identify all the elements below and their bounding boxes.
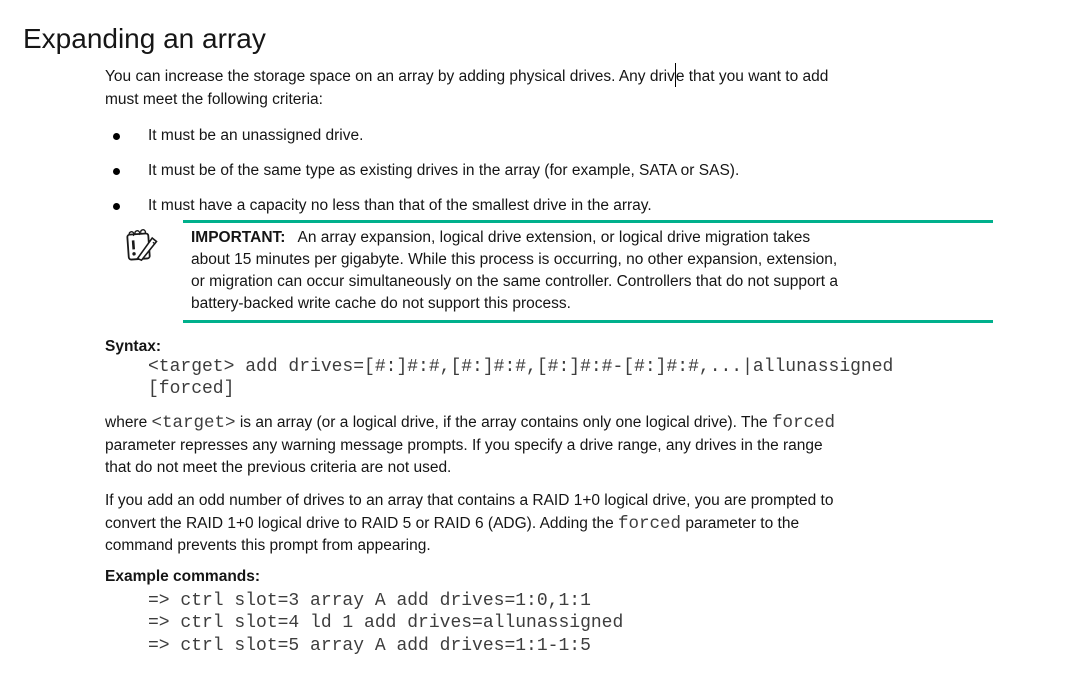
inline-code-forced: forced <box>618 513 682 534</box>
example-command-line: => ctrl slot=5 array A add drives=1:1-1:5 <box>148 635 591 656</box>
list-item <box>113 160 739 183</box>
important-note-icon <box>121 226 165 266</box>
syntax-code-line-2: [forced] <box>148 379 235 400</box>
important-line-2: about 15 minutes per gigabyte. While this process is occurring, no other expansion, extension, <box>191 251 838 268</box>
bullet-icon <box>113 168 120 175</box>
important-line-4: battery-backed write cache do not support this process. <box>191 295 571 312</box>
where-paragraph <box>105 412 835 480</box>
list-item <box>113 125 739 148</box>
syntax-heading: Syntax: <box>105 338 161 355</box>
where-line-1 <box>105 412 835 435</box>
important-line-1-text: An array expansion, logical drive extension, or logical drive migration takes <box>285 229 811 246</box>
criteria-list <box>113 125 739 230</box>
list-item-text: It must be of the same type as existing drives in the array (for example, SATA or SAS). <box>148 162 740 179</box>
example-commands-block <box>148 590 623 657</box>
bullet-icon <box>113 203 120 210</box>
raid-line-1: If you add an odd number of drives to an array that contains a RAID 1+0 logical drive, you are prompted to <box>105 492 834 509</box>
syntax-code-line-1: <target> add drives=[#:]#:#,[#:]#:#,[#:]#:#-[#:]#:#,...|allunassigned <box>148 357 894 377</box>
raid-text: convert the RAID 1+0 logical drive to RAID 5 or RAID 6 (ADG). Adding the <box>105 514 619 532</box>
list-item-text: It must be an unassigned drive. <box>148 127 364 144</box>
where-text: where <box>105 414 152 431</box>
list-item <box>113 195 739 218</box>
where-text: is an array (or a logical drive, if the array contains only one logical drive). The <box>235 414 772 431</box>
example-command-line: => ctrl slot=4 ld 1 add drives=allunassigned <box>148 613 624 634</box>
important-note <box>183 220 993 323</box>
inline-code-forced: forced <box>772 413 836 433</box>
bullet-icon <box>113 133 120 140</box>
examples-heading: Example commands: <box>105 568 261 585</box>
page-title: Expanding an array <box>23 23 266 54</box>
example-command-line: => ctrl slot=3 array A add drives=1:0,1:1 <box>148 591 591 611</box>
where-line-3: that do not meet the previous criteria are not used. <box>105 459 452 476</box>
raid-line-3: command prevents this prompt from appearing. <box>105 537 431 554</box>
where-line-2: parameter represses any warning message prompts. If you specify a drive range, any drives in the range <box>105 436 823 454</box>
intro-line-1-after-caret: e that you want to add <box>675 68 829 85</box>
list-item-text: It must have a capacity no less than that of the smallest drive in the array. <box>148 197 652 214</box>
raid-text: parameter to the <box>681 514 800 532</box>
raid-line-2 <box>105 513 834 536</box>
inline-code-target: <target> <box>151 413 236 433</box>
intro-line-2: must meet the following criteria: <box>105 90 323 108</box>
raid-paragraph <box>105 490 834 558</box>
important-line-1 <box>191 227 993 249</box>
syntax-code-block <box>148 356 893 401</box>
important-label: IMPORTANT: <box>191 229 286 246</box>
important-line-3: or migration can occur simultaneously on the same controller. Controllers that do not support a <box>191 273 839 290</box>
intro-line-1 <box>105 63 828 89</box>
intro-line-1-before-caret: You can increase the storage space on an array by adding physical drives. Any driv <box>105 68 675 85</box>
intro-paragraph <box>105 63 828 111</box>
